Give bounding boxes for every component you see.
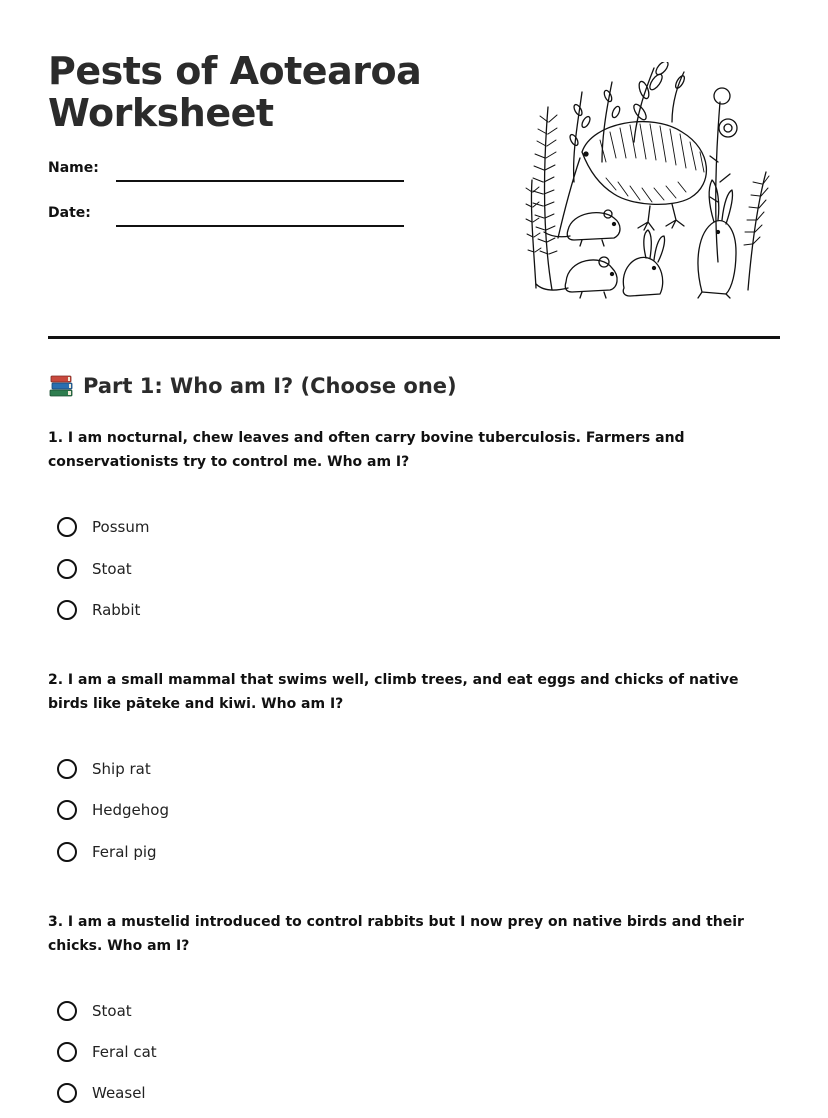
part1-heading-text: Part 1: Who am I? (Choose one) xyxy=(83,374,457,398)
name-label: Name: xyxy=(48,160,99,176)
q2-option-ship-rat[interactable] xyxy=(57,756,151,782)
radio-button[interactable] xyxy=(57,800,77,820)
name-field[interactable] xyxy=(116,180,404,182)
radio-button[interactable] xyxy=(57,759,77,779)
radio-button[interactable] xyxy=(57,517,77,537)
radio-button[interactable] xyxy=(57,1001,77,1021)
date-field[interactable] xyxy=(116,225,404,227)
radio-button[interactable] xyxy=(57,600,77,620)
q3-option-stoat[interactable] xyxy=(57,998,132,1024)
question-1: 1. I am nocturnal, chew leaves and often carry bovine tuberculosis. Farmers and conservationists try to control me. Who am I? xyxy=(48,430,685,470)
question-3: 3. I am a mustelid introduced to control rabbits but I now prey on native birds and their chicks. Who am I? xyxy=(48,914,744,954)
part1-heading xyxy=(48,374,457,398)
option-label: Hedgehog xyxy=(92,801,169,819)
option-label: Stoat xyxy=(92,1002,132,1020)
q1-option-stoat[interactable] xyxy=(57,556,132,582)
option-label: Feral cat xyxy=(92,1043,157,1061)
q1-option-possum[interactable] xyxy=(57,514,149,540)
radio-button[interactable] xyxy=(57,1042,77,1062)
section-divider xyxy=(48,336,780,339)
date-label: Date: xyxy=(48,205,91,221)
q3-option-feral-cat[interactable] xyxy=(57,1039,157,1065)
option-label: Feral pig xyxy=(92,843,157,861)
option-label: Stoat xyxy=(92,560,132,578)
option-label: Rabbit xyxy=(92,601,141,619)
radio-button[interactable] xyxy=(57,559,77,579)
option-label: Possum xyxy=(92,518,150,536)
option-label: Weasel xyxy=(92,1084,146,1102)
page-title xyxy=(48,50,421,134)
radio-button[interactable] xyxy=(57,1083,77,1103)
radio-button[interactable] xyxy=(57,842,77,862)
option-label: Ship rat xyxy=(92,760,151,778)
kiwi-and-introduced-pests-illustration xyxy=(522,62,772,302)
title-line-1: Pests of Aotearoa xyxy=(48,49,422,93)
q1-option-rabbit[interactable] xyxy=(57,597,140,623)
q2-option-hedgehog[interactable] xyxy=(57,797,169,823)
q3-option-weasel[interactable] xyxy=(57,1080,146,1106)
title-line-2: Worksheet xyxy=(48,91,274,135)
q2-option-feral-pig[interactable] xyxy=(57,839,157,865)
question-2: 2. I am a small mammal that swims well, climb trees, and eat eggs and chicks of native birds like pāteke and kiwi. Who am I? xyxy=(48,672,739,712)
books-icon xyxy=(48,374,74,398)
